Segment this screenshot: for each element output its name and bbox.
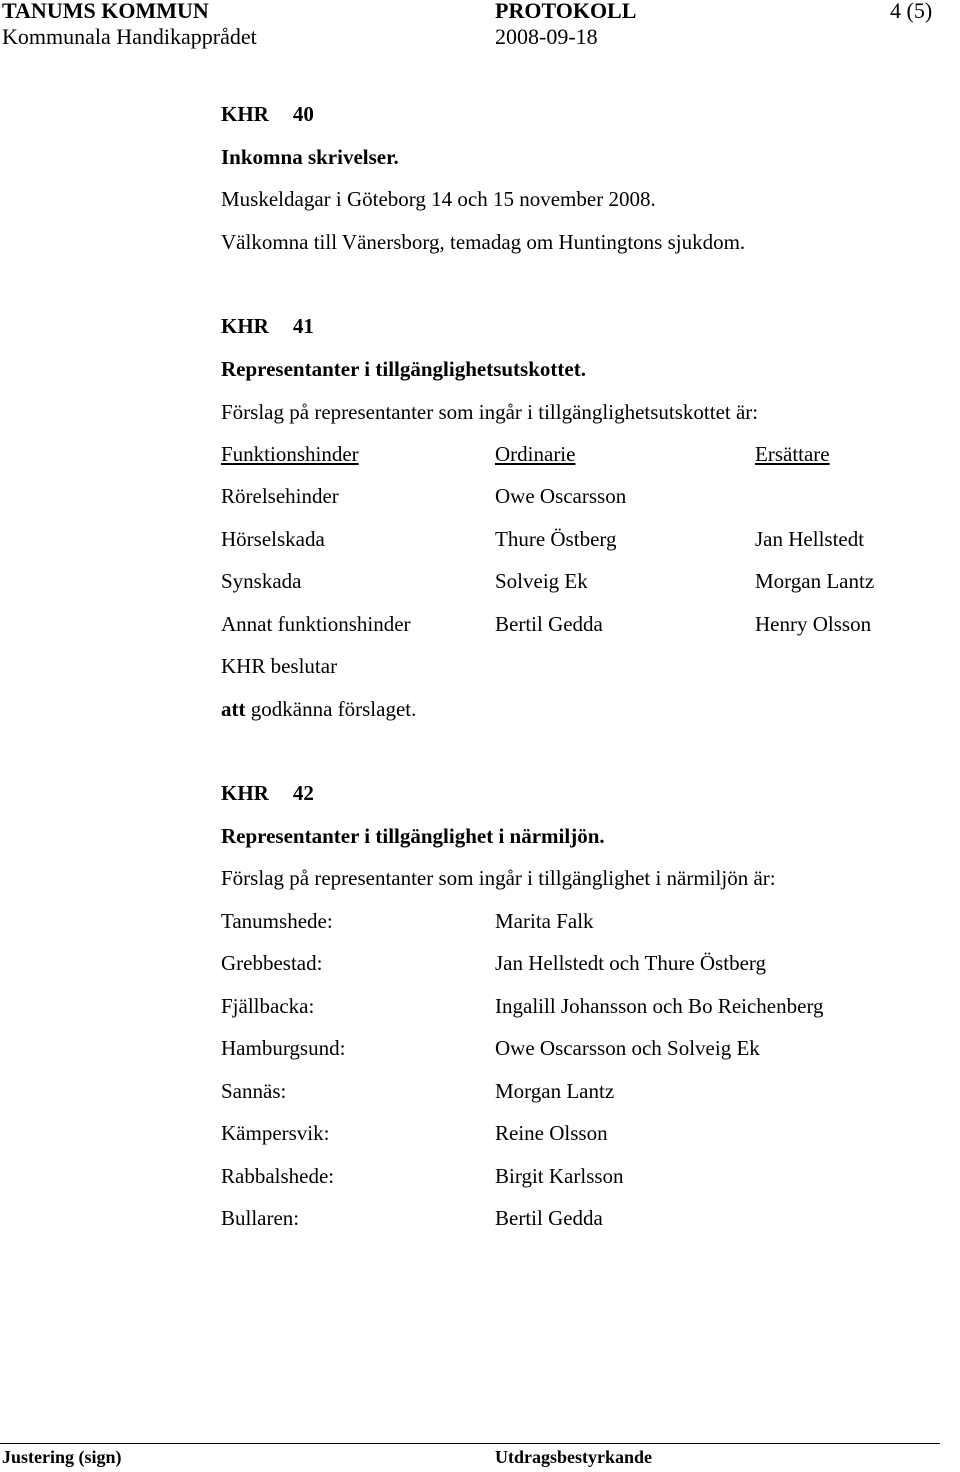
att-text: godkänna förslaget. [250, 697, 417, 721]
place-tanumshede: Tanumshede: [221, 909, 333, 933]
section-40-number: 40 [292, 102, 314, 126]
row-3-ordinarie: Solveig Ek [495, 569, 588, 593]
rep-sannas: Morgan Lantz [495, 1079, 615, 1103]
section-42-intro: Förslag på representanter som ingår i tillgänglighet i närmiljön är: [221, 866, 776, 890]
row-2-ordinarie: Thure Östberg [495, 527, 617, 551]
att-keyword: att [221, 697, 246, 721]
meeting-date: 2008-09-18 [495, 24, 598, 49]
place-hamburgsund: Hamburgsund: [221, 1036, 346, 1060]
place-kampersvik: Kämpersvik: [221, 1121, 330, 1145]
row-2-funktionshinder: Hörselskada [221, 527, 325, 551]
rep-fjallbacka: Ingalill Johansson och Bo Reichenberg [495, 994, 824, 1018]
rep-rabbalshede: Birgit Karlsson [495, 1164, 624, 1188]
col-header-ersattare: Ersättare [755, 442, 830, 466]
decision-text: KHR beslutar [221, 654, 338, 678]
section-41-khr: KHR [221, 314, 269, 338]
section-41-intro: Förslag på representanter som ingår i tillgänglighetsutskottet är: [221, 400, 759, 424]
section-42-khr: KHR [221, 781, 269, 805]
place-rabbalshede: Rabbalshede: [221, 1164, 335, 1188]
section-42-number: 42 [292, 781, 314, 805]
section-42-title: Representanter i tillgänglighet i närmiljön. [221, 824, 605, 848]
section-40-heading [221, 102, 314, 127]
row-2-ersattare: Jan Hellstedt [755, 527, 865, 551]
footer-signature-label: Justering (sign) [2, 1447, 122, 1467]
place-grebbestad: Grebbestad: [221, 951, 323, 975]
row-4-funktionshinder: Annat funktionshinder [221, 612, 411, 636]
section-40-line-1: Muskeldagar i Göteborg 14 och 15 november 2008. [221, 187, 656, 211]
section-41-title: Representanter i tillgänglighetsutskottet. [221, 357, 586, 381]
row-1-funktionshinder: Rörelsehinder [221, 484, 339, 508]
rep-kampersvik: Reine Olsson [495, 1121, 608, 1145]
footer-extract-label: Utdragsbestyrkande [495, 1447, 653, 1467]
section-40-khr: KHR [221, 102, 269, 126]
row-3-funktionshinder: Synskada [221, 569, 302, 593]
rep-tanumshede: Marita Falk [495, 909, 594, 933]
place-bullaren: Bullaren: [221, 1206, 300, 1230]
section-40-line-2: Välkomna till Vänersborg, temadag om Huntingtons sjukdom. [221, 230, 746, 254]
row-3-ersattare: Morgan Lantz [755, 569, 875, 593]
row-4-ordinarie: Bertil Gedda [495, 612, 603, 636]
doc-type: PROTOKOLL [495, 0, 637, 23]
decision-att [221, 697, 416, 722]
section-42-heading [221, 781, 314, 806]
section-41-heading [221, 314, 314, 339]
rep-hamburgsund: Owe Oscarsson och Solveig Ek [495, 1036, 760, 1060]
page-number: 4 (5) [890, 0, 933, 23]
row-4-ersattare: Henry Olsson [755, 612, 872, 636]
col-header-ordinarie: Ordinarie [495, 442, 576, 466]
section-40-title: Inkomna skrivelser. [221, 145, 399, 169]
rep-grebbestad: Jan Hellstedt och Thure Östberg [495, 951, 767, 975]
place-fjallbacka: Fjällbacka: [221, 994, 315, 1018]
section-41-number: 41 [292, 314, 314, 338]
footer-divider [0, 1443, 940, 1444]
council-name: Kommunala Handikapprådet [2, 24, 257, 49]
org-name: TANUMS KOMMUN [2, 0, 209, 23]
col-header-funktionshinder: Funktionshinder [221, 442, 359, 466]
row-1-ordinarie: Owe Oscarsson [495, 484, 627, 508]
place-sannas: Sannäs: [221, 1079, 287, 1103]
rep-bullaren: Bertil Gedda [495, 1206, 603, 1230]
